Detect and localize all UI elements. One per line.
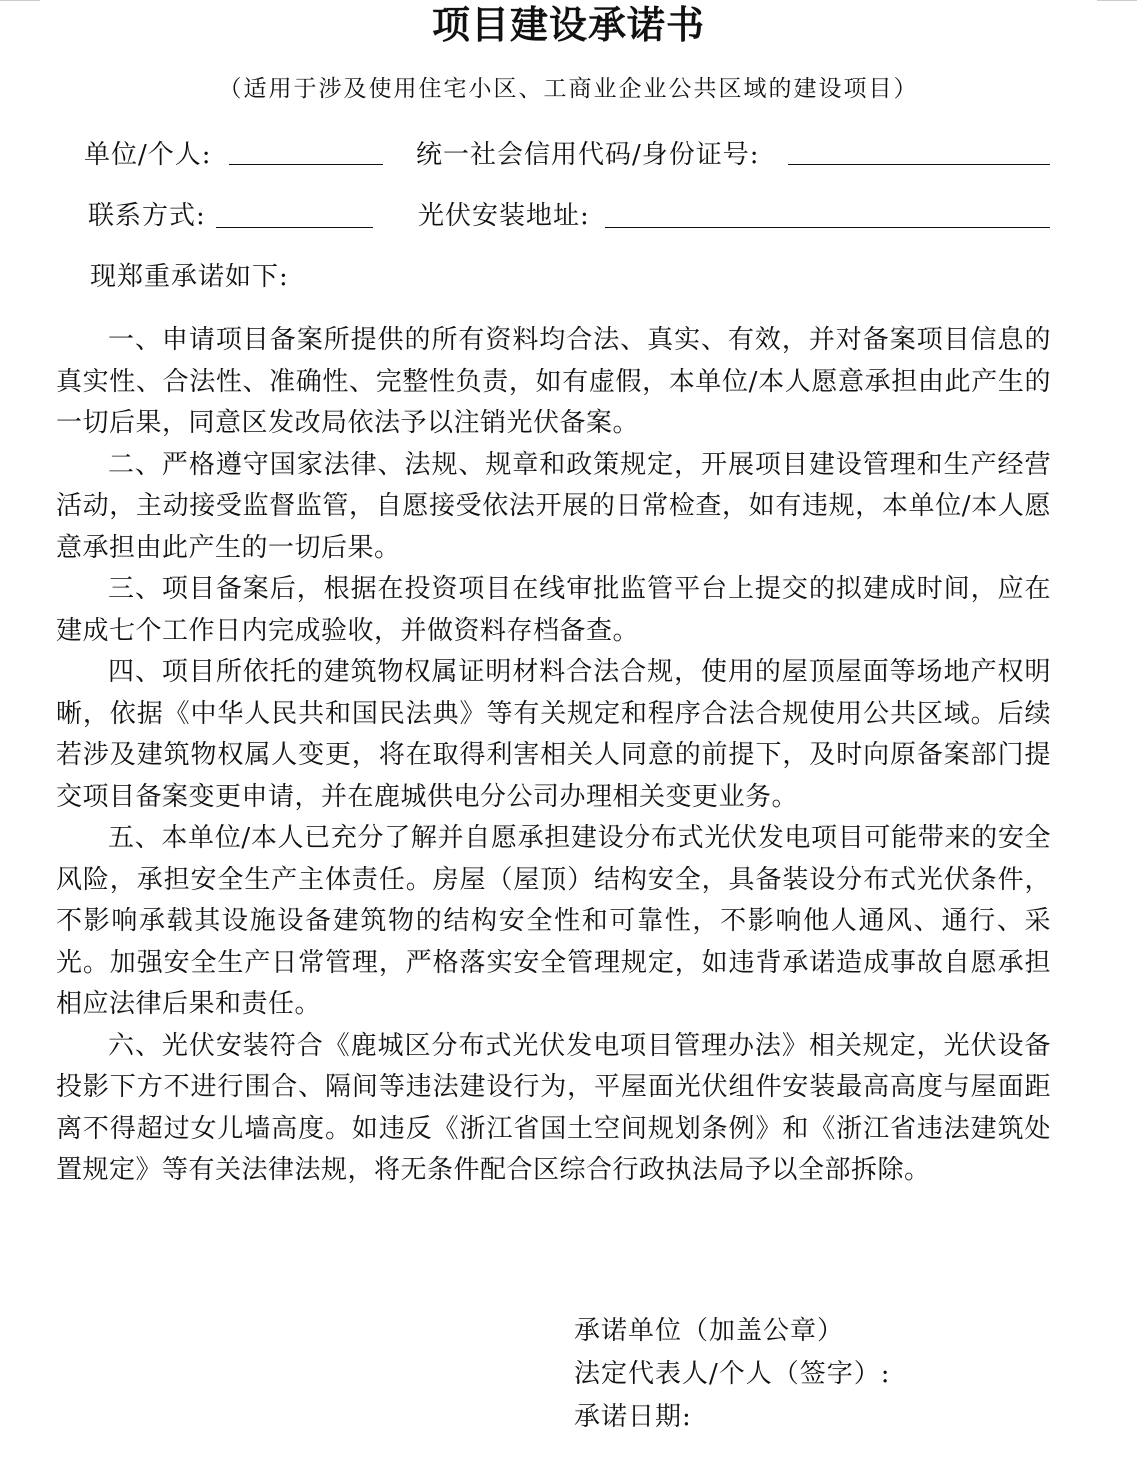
legal-rep-signature-label: 法定代表人/个人（签字）: (574, 1359, 891, 1389)
unit-person-label: 单位/个人: (84, 140, 212, 170)
unit-person-fill-line[interactable] (229, 164, 383, 165)
commitment-intro: 现郑重承诺如下: (90, 262, 289, 292)
field-row-identity (0, 133, 1137, 177)
unit-seal-label: 承诺单位（加盖公章） (574, 1316, 845, 1346)
document-subtitle: （适用于涉及使用住宅小区、工商业企业公共区域的建设项目） (218, 76, 919, 102)
field-row-contact (0, 194, 1137, 238)
clause-3: 三、项目备案后，根据在投资项目在线审批监管平台上提交的拟建成时间，应在建成七个工作日内完成验收，并做资料存档备查。 (56, 574, 1051, 646)
clause-5: 五、本单位/本人已充分了解并自愿承担建设分布式光伏发电项目可能带来的安全风险，承担安全生产主体责任。房屋（屋顶）结构安全，具备装设分布式光伏条件，不影响承载其设施设备建筑物的结构安全性和可靠性，不影响他人通风、通行、采光。加强安全生产日常管理，严格落实安全管理规定，如违背承诺造成事故自愿承担相应法律后果和责任。 (56, 823, 1051, 1019)
credit-code-label: 统一社会信用代码/身份证号: (416, 140, 760, 170)
contact-fill-line[interactable] (216, 227, 373, 228)
install-address-fill-line[interactable] (605, 227, 1050, 228)
commitment-clauses (56, 320, 1051, 1192)
clause-1: 一、申请项目备案所提供的所有资料均合法、真实、有效，并对备案项目信息的真实性、合法性、准确性、完整性负责，如有虚假，本单位/本人愿意承担由此产生的一切后果，同意区发改局依法予以注销光伏备案。 (56, 325, 1051, 438)
install-address-label: 光伏安装地址: (418, 201, 590, 231)
contact-label: 联系方式: (88, 201, 206, 231)
clause-4: 四、项目所依托的建筑物权属证明材料合法合规，使用的屋顶屋面等场地产权明晰，依据《中华人民共和国民法典》等有关规定和程序合法合规使用公共区域。后续若涉及建筑物权属人变更，将在取得利害相关人同意的前提下，及时向原备案部门提交项目备案变更申请，并在鹿城供电分公司办理相关变更业务。 (56, 657, 1051, 812)
signature-block (574, 1310, 891, 1439)
commitment-date-label: 承诺日期: (574, 1402, 692, 1432)
clause-6: 六、光伏安装符合《鹿城区分布式光伏发电项目管理办法》相关规定，光伏设备投影下方不进行围合、隔间等违法建设行为，平屋面光伏组件安装最高高度与屋面距离不得超过女儿墙高度。如违反《浙江省国土空间规划条例》和《浙江省违法建筑处置规定》等有关法律法规，将无条件配合区综合行政执法局予以全部拆除。 (56, 1030, 1051, 1185)
credit-code-fill-line[interactable] (788, 164, 1050, 165)
clause-2: 二、严格遵守国家法律、法规、规章和政策规定，开展项目建设管理和生产经营活动，主动接受监督监管，自愿接受依法开展的日常检查，如有违规，本单位/本人愿意承担由此产生的一切后果。 (56, 449, 1051, 563)
document-title: 项目建设承诺书 (431, 3, 705, 47)
